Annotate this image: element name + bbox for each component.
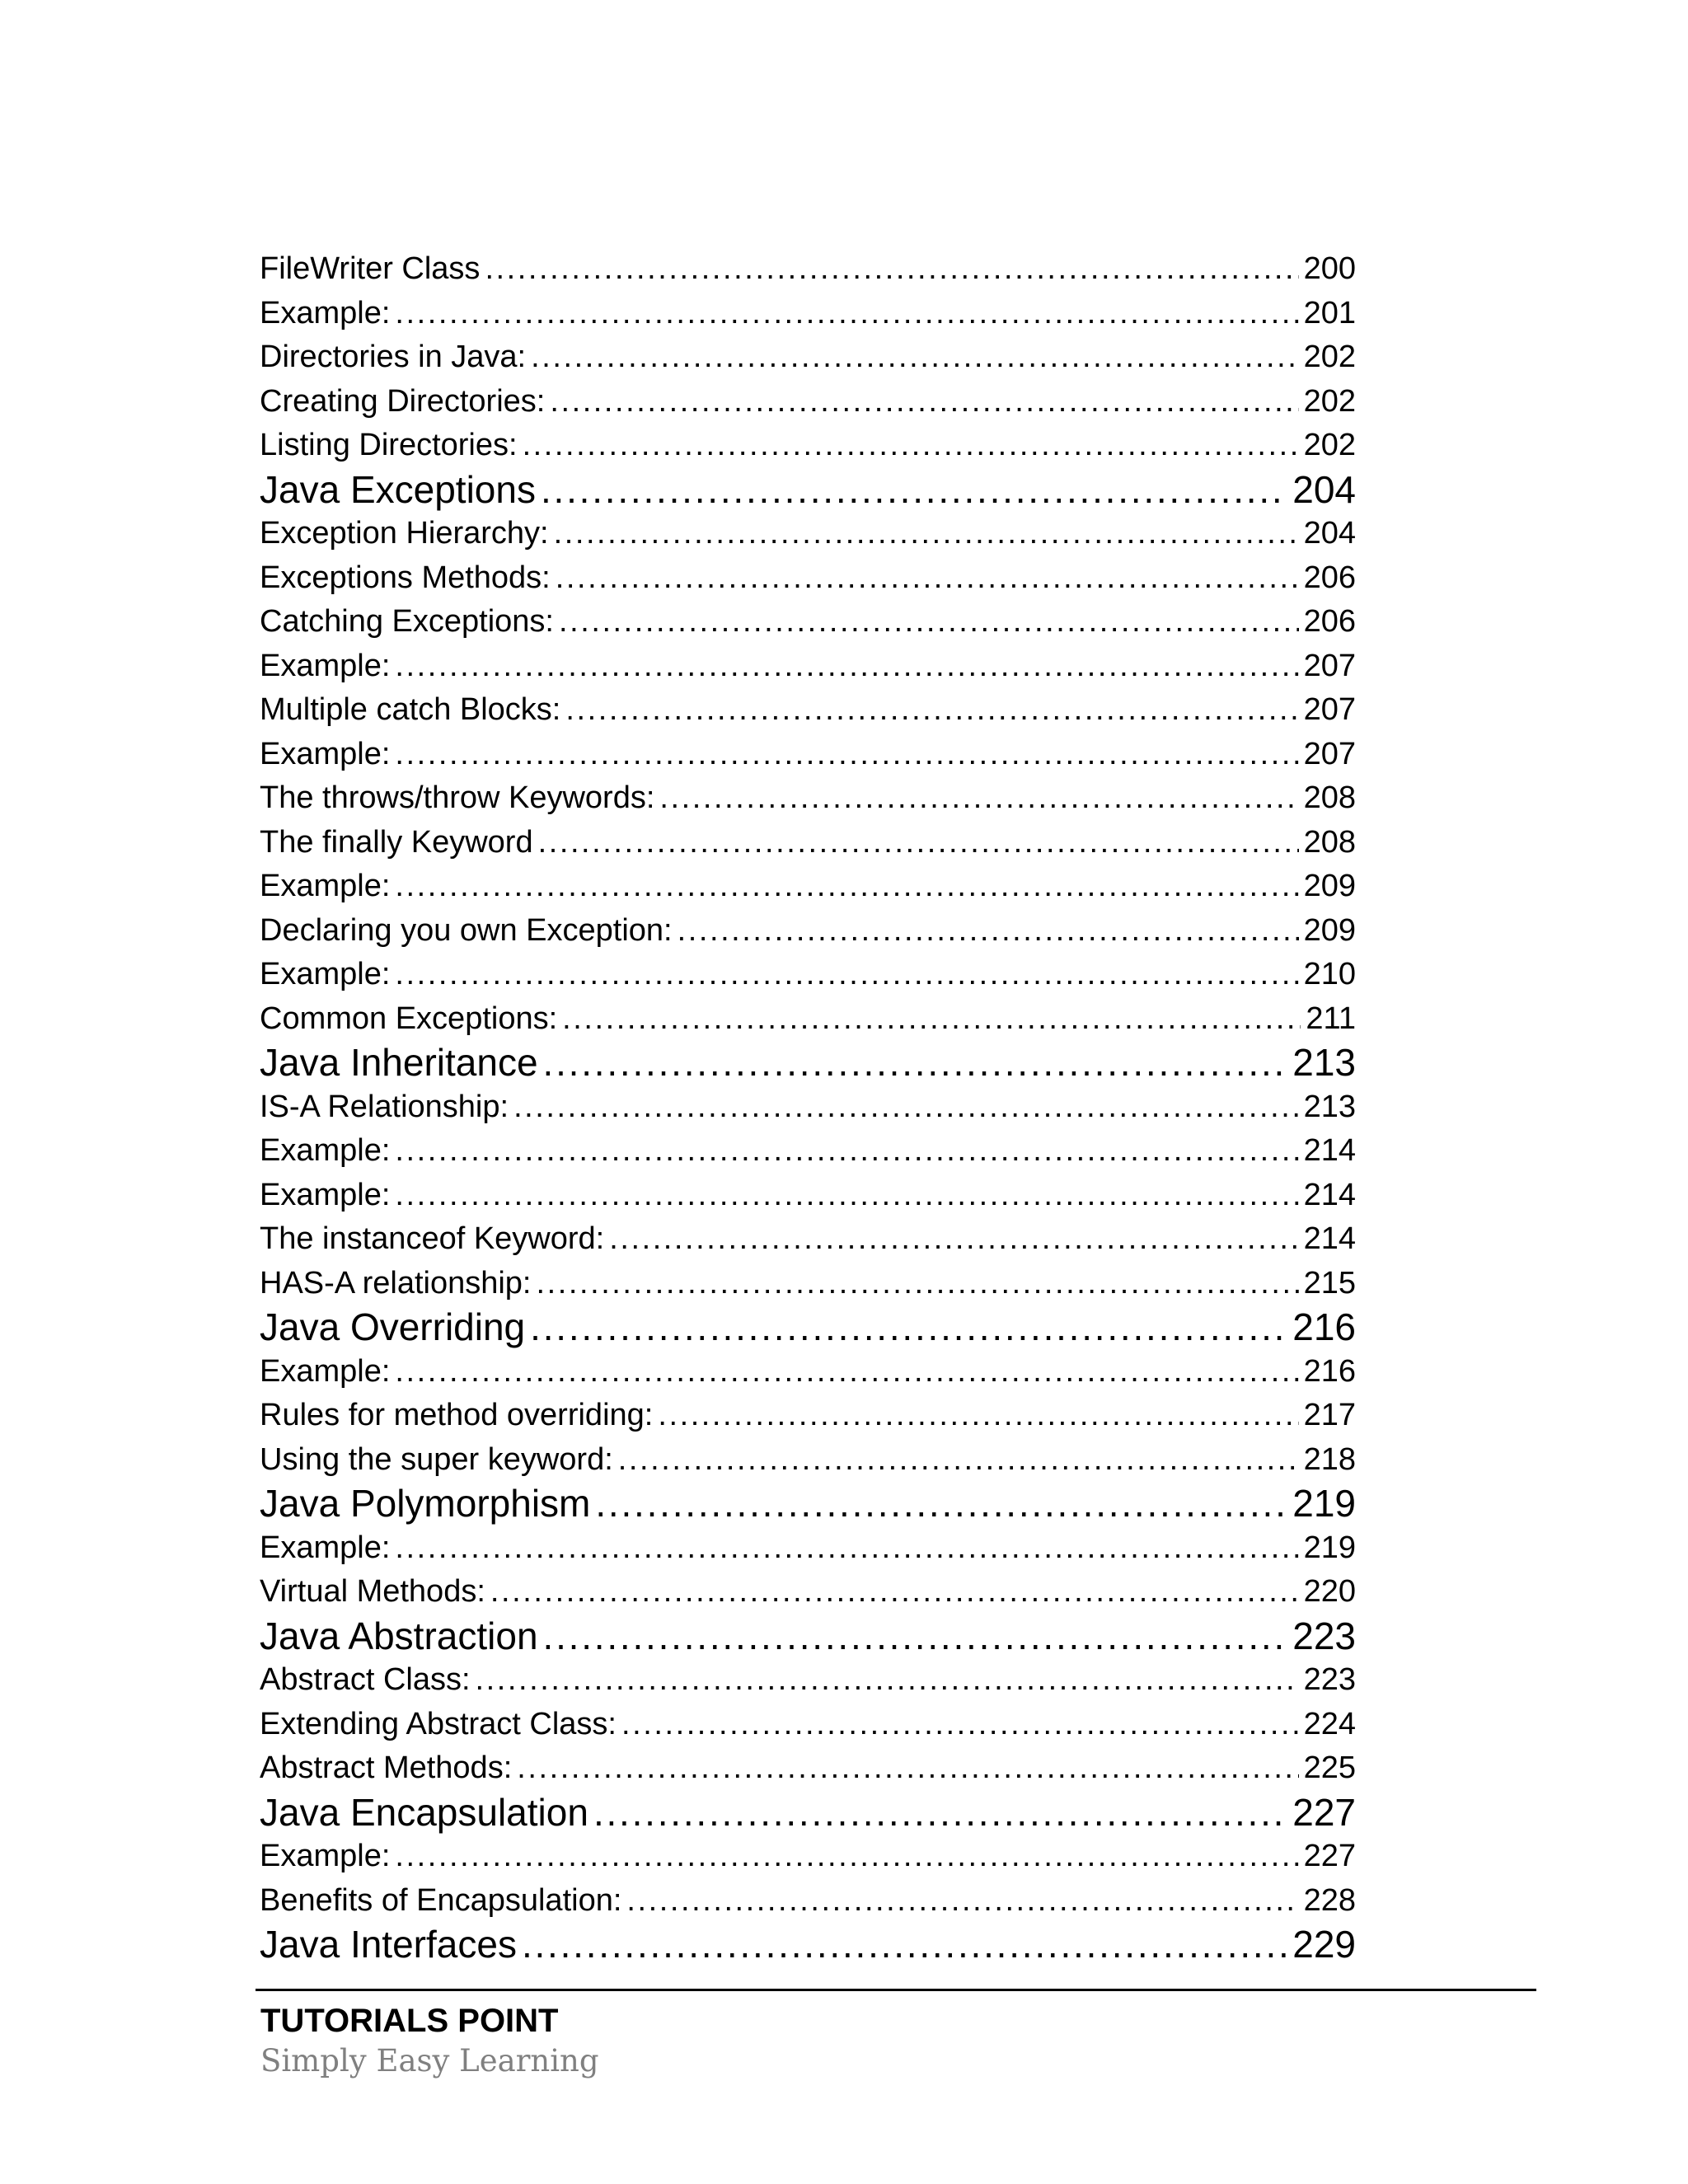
toc-entry-label: IS-A Relationship: (260, 1089, 509, 1124)
toc-dot-leader (562, 997, 1301, 1042)
toc-entry-page: 202 (1303, 340, 1356, 374)
toc-entry[interactable] (260, 292, 1356, 336)
toc-dot-leader (522, 1923, 1287, 1967)
toc-entry-label: Example: (260, 1839, 391, 1873)
toc-dot-leader (609, 1217, 1298, 1262)
toc-entry-label: Multiple catch Blocks: (260, 692, 561, 727)
toc-entry-label: Abstract Methods: (260, 1750, 513, 1785)
toc-dot-leader (395, 1526, 1298, 1571)
toc-entry-label: Rules for method overriding: (260, 1398, 654, 1432)
toc-entry[interactable] (260, 468, 1356, 513)
toc-entry-label: Example: (260, 1177, 391, 1212)
toc-entry[interactable] (260, 953, 1356, 997)
toc-entry[interactable] (260, 1658, 1356, 1703)
toc-dot-leader (543, 1615, 1288, 1659)
toc-entry-page: 208 (1303, 780, 1356, 815)
toc-entry-label: Example: (260, 648, 391, 683)
toc-entry[interactable] (260, 909, 1356, 954)
toc-dot-leader (395, 292, 1298, 336)
toc-entry-page: 207 (1303, 648, 1356, 683)
toc-dot-leader (543, 1041, 1288, 1085)
toc-entry[interactable] (260, 1570, 1356, 1615)
toc-entry-page: 215 (1303, 1265, 1356, 1301)
toc-entry[interactable] (260, 1174, 1356, 1218)
toc-entry-label: Java Polymorphism (260, 1482, 591, 1525)
toc-entry[interactable] (260, 1879, 1356, 1924)
toc-entry[interactable] (260, 1262, 1356, 1306)
toc-entry-page: 213 (1292, 1041, 1356, 1084)
toc-entry-label: FileWriter Class (260, 251, 481, 286)
toc-entry[interactable] (260, 1129, 1356, 1174)
toc-entry-page: 204 (1303, 516, 1356, 551)
toc-entry[interactable] (260, 1746, 1356, 1791)
toc-entry[interactable] (260, 1615, 1356, 1659)
toc-entry[interactable] (260, 1305, 1356, 1350)
toc-dot-leader (565, 688, 1298, 733)
toc-entry-label: Exceptions Methods: (260, 560, 551, 595)
toc-entry[interactable] (260, 1217, 1356, 1262)
toc-dot-leader (621, 1703, 1299, 1747)
toc-entry[interactable] (260, 1438, 1356, 1483)
toc-entry[interactable] (260, 1350, 1356, 1394)
toc-entry[interactable] (260, 335, 1356, 380)
toc-dot-leader (550, 380, 1298, 424)
toc-entry-page: 209 (1303, 912, 1356, 948)
toc-dot-leader (395, 865, 1298, 909)
toc-entry-label: Using the super keyword: (260, 1441, 613, 1477)
toc-dot-leader (556, 556, 1299, 601)
toc-entry-page: 216 (1292, 1305, 1356, 1348)
toc-entry-page: 219 (1292, 1482, 1356, 1525)
toc-entry-page: 225 (1303, 1750, 1356, 1785)
toc-entry[interactable] (260, 997, 1356, 1042)
toc-entry-page: 227 (1303, 1839, 1356, 1873)
toc-entry-page: 223 (1303, 1662, 1356, 1697)
toc-dot-leader (395, 1350, 1298, 1394)
footer-brand: TUTORIALS POINT (260, 2003, 559, 2039)
toc-entry-page: 204 (1292, 467, 1356, 511)
toc-entry-label: Example: (260, 1353, 391, 1389)
toc-entry-label: Extending Abstract Class: (260, 1706, 617, 1741)
toc-entry-page: 202 (1303, 428, 1356, 462)
toc-entry-label: Java Encapsulation (260, 1790, 588, 1834)
toc-dot-leader (593, 1791, 1287, 1835)
toc-entry-label: Listing Directories: (260, 428, 518, 462)
toc-entry-page: 227 (1292, 1790, 1356, 1834)
toc-dot-leader (513, 1085, 1299, 1130)
toc-entry[interactable] (260, 1791, 1356, 1835)
toc-entry-page: 208 (1303, 824, 1356, 860)
toc-entry[interactable] (260, 424, 1356, 468)
toc-entry-page: 223 (1292, 1614, 1356, 1657)
toc-entry-label: Java Overriding (260, 1305, 526, 1348)
toc-entry-label: Benefits of Encapsulation: (260, 1882, 622, 1918)
toc-entry-page: 211 (1306, 1001, 1356, 1036)
toc-entry-label: Example: (260, 1133, 391, 1168)
toc-entry-page: 210 (1303, 957, 1356, 991)
toc-entry-label: Abstract Class: (260, 1662, 471, 1697)
toc-dot-leader (595, 1482, 1287, 1526)
toc-entry[interactable] (260, 600, 1356, 644)
toc-dot-leader (537, 1262, 1299, 1306)
toc-entry-page: 220 (1303, 1574, 1356, 1609)
toc-entry[interactable] (260, 1526, 1356, 1571)
toc-entry-page: 213 (1303, 1089, 1356, 1124)
toc-dot-leader (531, 335, 1298, 380)
toc-entry[interactable] (260, 1394, 1356, 1438)
toc-entry-label: Java Abstraction (260, 1614, 538, 1657)
toc-entry[interactable] (260, 247, 1356, 292)
toc-dot-leader (538, 821, 1299, 865)
footer-divider (256, 1989, 1536, 1991)
toc-entry-label: The throws/throw Keywords: (260, 780, 655, 815)
toc-entry[interactable] (260, 688, 1356, 733)
toc-dot-leader (395, 1129, 1298, 1174)
toc-entry-page: 218 (1303, 1441, 1356, 1477)
toc-dot-leader (395, 733, 1298, 777)
toc-dot-leader (554, 512, 1299, 556)
toc-entry[interactable] (260, 556, 1356, 601)
toc-dot-leader (485, 247, 1298, 292)
toc-entry[interactable] (260, 1703, 1356, 1747)
toc-entry-label: Example: (260, 736, 391, 771)
toc-dot-leader (523, 424, 1299, 468)
toc-dot-leader (678, 909, 1299, 954)
toc-entry[interactable] (260, 512, 1356, 556)
toc-entry-label: Java Interfaces (260, 1923, 517, 1966)
toc-dot-leader (618, 1438, 1299, 1483)
toc-dot-leader (658, 1394, 1298, 1438)
toc-entry-page: 207 (1303, 692, 1356, 727)
toc-entry-label: Declaring you own Exception: (260, 912, 673, 948)
toc-entry-page: 217 (1303, 1398, 1356, 1432)
toc-dot-leader (541, 468, 1287, 513)
toc-entry-label: Java Inheritance (260, 1041, 538, 1084)
toc-entry-label: Virtual Methods: (260, 1574, 485, 1609)
footer-tagline: Simply Easy Learning (260, 2043, 599, 2079)
toc-dot-leader (626, 1879, 1298, 1924)
toc-entry-label: Example: (260, 1530, 391, 1565)
toc-entry-label: Directories in Java: (260, 340, 527, 374)
toc-dot-leader (517, 1746, 1298, 1791)
toc-entry[interactable] (260, 776, 1356, 821)
toc-entry-page: 200 (1303, 251, 1356, 286)
toc-entry-page: 202 (1303, 383, 1356, 419)
toc-entry-page: 224 (1303, 1706, 1356, 1741)
toc-entry[interactable] (260, 1835, 1356, 1879)
toc-entry-label: Example: (260, 295, 391, 330)
toc-dot-leader (395, 644, 1298, 689)
toc-entry-page: 229 (1292, 1923, 1356, 1966)
toc-entry-label: Example: (260, 869, 391, 903)
toc-entry[interactable] (260, 644, 1356, 689)
toc-dot-leader (476, 1658, 1299, 1703)
toc-entry-page: 214 (1303, 1177, 1356, 1212)
toc-dot-leader (659, 776, 1298, 821)
table-of-contents (260, 247, 1356, 1967)
toc-entry[interactable] (260, 865, 1356, 909)
toc-dot-leader (530, 1305, 1287, 1350)
toc-entry-label: The finally Keyword (260, 824, 533, 860)
toc-entry-page: 206 (1303, 560, 1356, 595)
toc-entry-page: 207 (1303, 736, 1356, 771)
toc-entry-page: 216 (1303, 1353, 1356, 1389)
toc-entry[interactable] (260, 1923, 1356, 1967)
toc-entry-label: HAS-A relationship: (260, 1265, 532, 1301)
toc-entry-page: 228 (1303, 1882, 1356, 1918)
toc-entry-page: 219 (1303, 1530, 1356, 1565)
toc-entry[interactable] (260, 380, 1356, 424)
toc-entry-label: Catching Exceptions: (260, 604, 554, 639)
toc-entry[interactable] (260, 1482, 1356, 1526)
toc-entry-label: Exception Hierarchy: (260, 516, 549, 551)
toc-dot-leader (395, 1835, 1298, 1879)
toc-entry-page: 214 (1303, 1221, 1356, 1256)
toc-dot-leader (395, 953, 1298, 997)
toc-entry-page: 201 (1303, 295, 1356, 330)
toc-entry-page: 206 (1303, 604, 1356, 639)
toc-entry-label: The instanceof Keyword: (260, 1221, 605, 1256)
toc-dot-leader (395, 1174, 1298, 1218)
toc-entry-label: Java Exceptions (260, 467, 536, 511)
toc-entry[interactable] (260, 821, 1356, 865)
toc-entry[interactable] (260, 733, 1356, 777)
toc-dot-leader (490, 1570, 1299, 1615)
toc-entry-label: Common Exceptions: (260, 1001, 558, 1036)
toc-entry-label: Example: (260, 957, 391, 991)
toc-entry-page: 214 (1303, 1133, 1356, 1168)
toc-entry-page: 209 (1303, 869, 1356, 903)
toc-entry[interactable] (260, 1085, 1356, 1130)
toc-entry[interactable] (260, 1041, 1356, 1085)
toc-entry-label: Creating Directories: (260, 383, 546, 419)
toc-dot-leader (559, 600, 1299, 644)
